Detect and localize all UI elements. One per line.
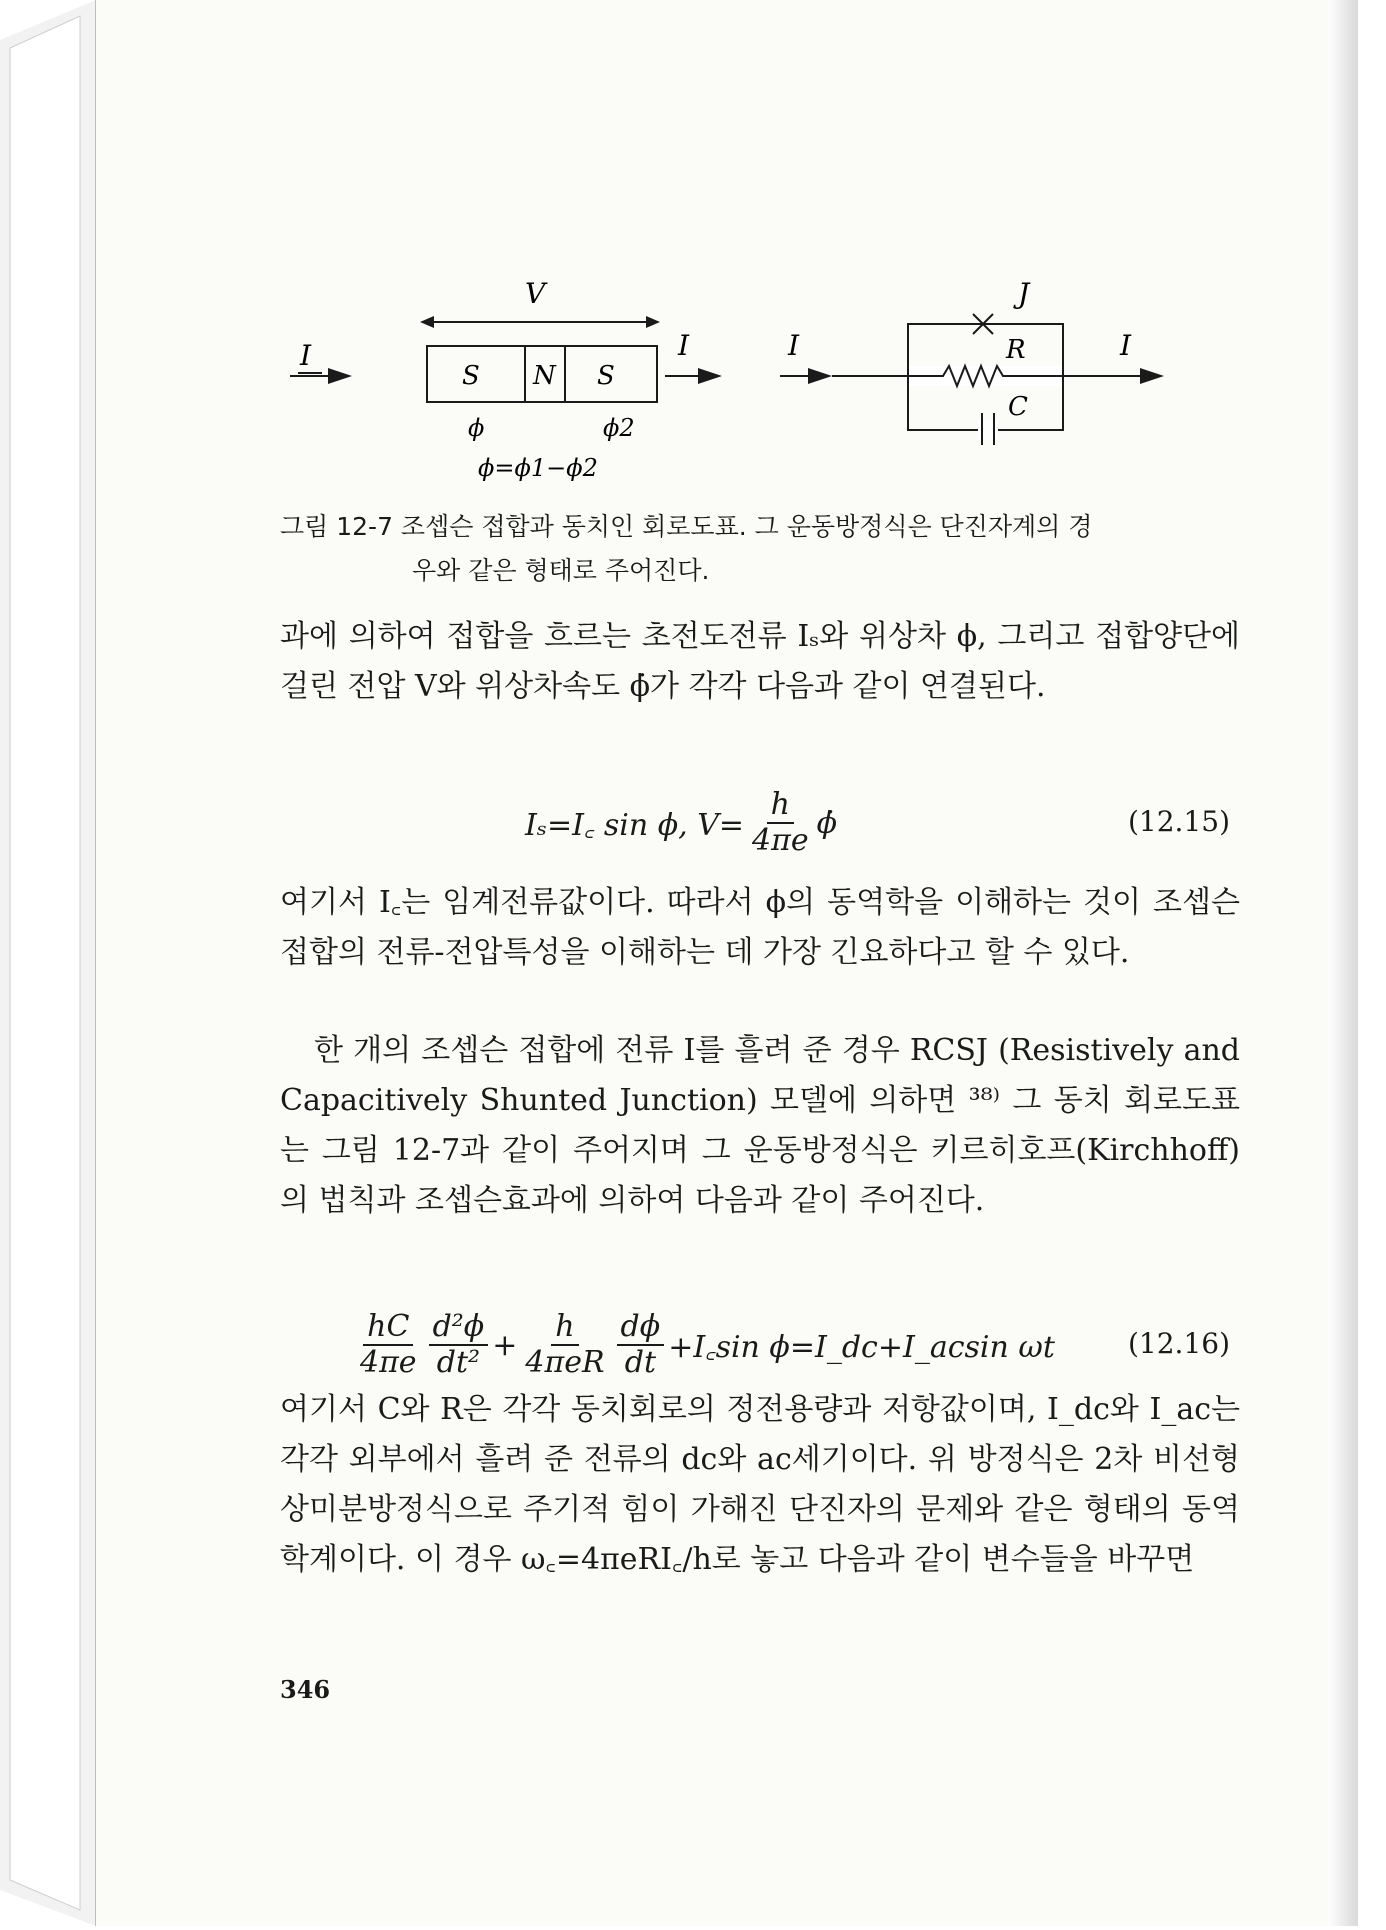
eq1-frac-num: h	[767, 788, 794, 824]
figure-12-7	[240, 270, 1200, 490]
junction-label: J	[1018, 277, 1030, 310]
eq2-rest: +I꜀sin ϕ=I_dc+I_acsin ωt	[668, 1329, 1055, 1365]
eq2-fraction-4	[617, 1310, 665, 1380]
eq2-number: (12.16)	[1127, 1327, 1230, 1360]
right-current-in-label: I	[788, 329, 800, 362]
eq2-fraction-1	[356, 1310, 421, 1380]
equation-12-15	[280, 783, 1240, 863]
phase-right-label: ϕ2	[603, 414, 635, 442]
caption-line-1: 그림 12-7 조셉슨 접합과 동치인 회로도표. 그 운동방정식은 단진자계의 경	[280, 512, 1093, 541]
paragraph-2: 여기서 I꜀는 임계전류값이다. 따라서 ϕ의 동역학을 이해하는 것이 조셉슨 접합의 전류-전압특성을 이해하는 데 가장 긴요하다고 할 수 있다.	[280, 885, 1240, 970]
eq2-f3-num: h	[551, 1310, 578, 1346]
equation-12-16	[280, 1305, 1240, 1385]
normal-metal-label: N	[533, 361, 556, 391]
eq2-f2-num: d²ϕ	[429, 1310, 489, 1346]
eq2-f3-den: 4πeR	[525, 1345, 605, 1380]
left-current-in-label: I	[300, 339, 312, 372]
superconductor-s1-label: S	[462, 361, 480, 391]
right-current-out-label: I	[1120, 329, 1132, 362]
page-number: 346	[280, 1675, 331, 1704]
voltage-label: V	[525, 277, 546, 310]
paragraph-4: 여기서 C와 R은 각각 동치회로의 정전용량과 저항값이며, I_dc와 I_ac는 각각 외부에서 흘려 준 전류의 dc와 ac세기이다. 위 방정식은 2차 비선형 상미분방정식으로 주기적 힘이 가해진 단진자의 문제와 같은 형태의 동역학계이다. 이 경우 ω꜀=4πeRI꜀/h로 놓고 다음과 같이 변수들을 바꾸면	[280, 1392, 1240, 1577]
circuit-diagram	[240, 270, 1200, 490]
paragraph-1: 과에 의하여 접합을 흐르는 초전도전류 Iₛ와 위상차 ϕ, 그리고 접합양단에 걸린 전압 V와 위상차속도 ϕ̇가 각각 다음과 같이 연결된다.	[280, 619, 1240, 704]
capacitor-label: C	[1008, 392, 1028, 422]
phase-left-label: ϕ	[468, 414, 485, 442]
eq1-number: (12.15)	[1127, 805, 1230, 838]
eq2-f4-num: dϕ	[617, 1310, 665, 1346]
eq2-fraction-3	[521, 1310, 608, 1380]
eq1-right: ϕ̇	[816, 805, 838, 841]
caption-line-2: 우와 같은 형태로 주어진다.	[412, 556, 710, 585]
superconductor-s2-label: S	[597, 361, 615, 391]
book-spine	[0, 0, 96, 1926]
eq2-f1-num: hC	[363, 1310, 413, 1346]
left-current-out-label: I	[678, 329, 690, 362]
eq1-frac-den: 4πe	[752, 823, 809, 858]
page-edge-shadow	[1328, 0, 1358, 1926]
eq2-fraction-2	[429, 1310, 489, 1380]
eq2-f2-den: dt²	[436, 1345, 481, 1380]
resistor-label: R	[1006, 335, 1026, 365]
eq1-fraction	[748, 788, 813, 858]
paragraph-3: 한 개의 조셉슨 접합에 전류 I를 흘려 준 경우 RCSJ (Resistively and Capacitively Shunted Junction) 모델에 의하면 ³⁸⁾ 그 동치 회로도표는 그림 12-7과 같이 주어지며 그 운동방정식은 키르히호프(Kirchhoff)의 법칙과 조셉슨효과에 의하여 다음과 같이 주어진다.	[280, 1033, 1240, 1218]
eq2-f1-den: 4πe	[360, 1345, 417, 1380]
figure-caption	[280, 505, 1240, 593]
phase-relation-label: ϕ=ϕ1−ϕ2	[478, 454, 598, 482]
eq2-plus: +	[492, 1327, 518, 1363]
eq2-f4-den: dt	[624, 1345, 656, 1380]
eq1-left: Iₛ=I꜀ sin ϕ, V=	[525, 807, 745, 843]
